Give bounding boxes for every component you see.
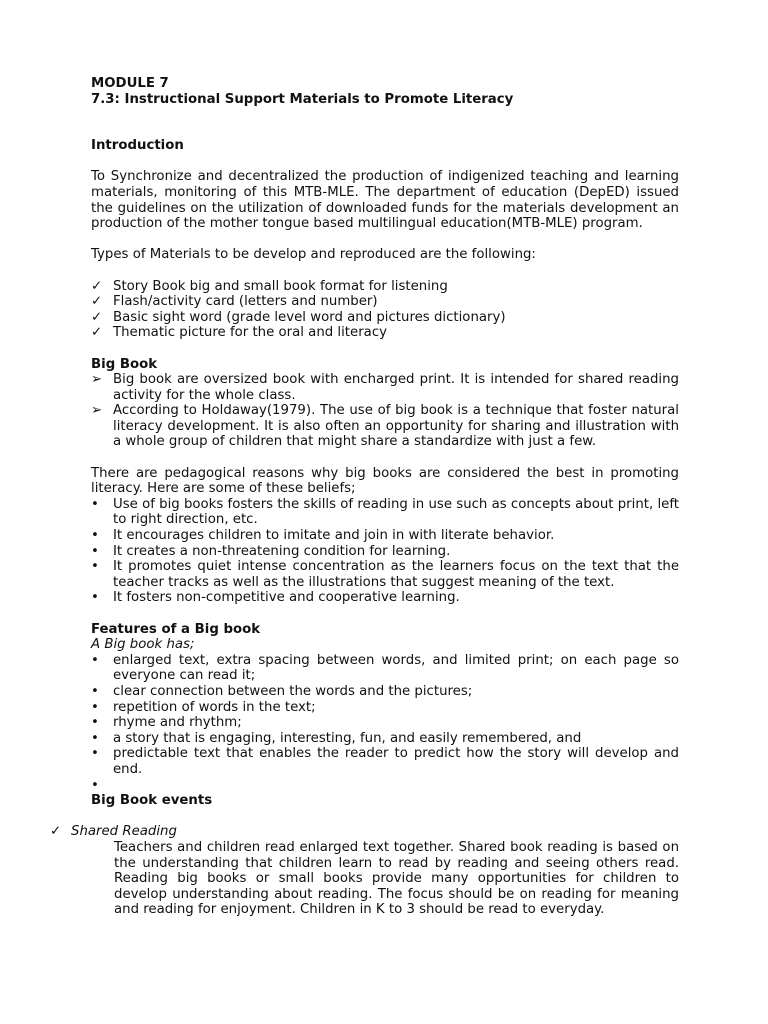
shared-reading-label: Shared Reading — [71, 824, 177, 840]
bullet-icon: • — [91, 543, 99, 559]
shared-reading-item — [50, 824, 679, 840]
list-item: ➢ According to Holdaway(1979). The use of big book is a technique that foster natural literacy development. It is also often an opportunity for sharing and illustration with a whole group of children that might share a standardize with just a few. — [91, 403, 679, 450]
big-book-points — [91, 372, 679, 450]
types-lead: Types of Materials to be develop and reproduced are the following: — [91, 247, 536, 263]
list-item: • clear connection between the words and the pictures; — [91, 683, 473, 699]
bullet-icon: • — [91, 699, 99, 715]
list-item: • a story that is engaging, interesting, fun, and easily remembered, and — [91, 730, 582, 746]
list-item: • Use of big books fosters the skills of reading in use such as concepts about print, left to right direction, etc. — [91, 496, 679, 528]
list-item: • It creates a non-threatening condition for learning. — [91, 543, 451, 559]
module-label: MODULE 7 — [91, 76, 169, 91]
big-book-heading: Big Book — [91, 356, 158, 372]
bullet-icon: • — [91, 746, 99, 762]
features-subheading: A Big book has; — [91, 637, 195, 653]
list-item: • It promotes quiet intense concentration as the learners focus on the text that the teacher tracks as well as the illustrations that suggest meaning of the text. — [91, 559, 679, 590]
list-item-empty — [91, 778, 679, 794]
document-page — [50, 76, 679, 918]
list-item: • rhyme and rhythm; — [91, 715, 242, 731]
bullet-icon: • — [91, 777, 99, 793]
bullet-icon: • — [91, 652, 99, 668]
checkmark-icon: ✓ — [91, 294, 103, 310]
bullet-icon: • — [91, 730, 99, 746]
list-item: ✓ Story Book big and small book format for listening — [91, 278, 448, 294]
arrow-bullet-icon: ➢ — [91, 403, 103, 419]
reasons-lead: There are pedagogical reasons why big books are considered the best in promoting literacy. Here are some of these beliefs; — [91, 465, 679, 497]
list-item: ✓ Flash/activity card (letters and number) — [91, 294, 378, 310]
introduction-heading: Introduction — [91, 138, 184, 154]
bullet-icon: • — [91, 590, 99, 606]
list-item: • It fosters non-competitive and cooperative learning. — [91, 590, 460, 606]
list-item: • repetition of words in the text; — [91, 699, 316, 715]
bullet-icon: • — [91, 683, 99, 699]
bullet-icon: • — [91, 528, 99, 544]
bullet-icon: • — [91, 715, 99, 731]
bullet-icon: • — [91, 559, 99, 575]
checkmark-icon: ✓ — [91, 309, 103, 325]
features-list — [91, 653, 679, 793]
list-item: ✓ Basic sight word (grade level word and pictures dictionary) — [91, 309, 506, 325]
list-item: ✓ Thematic picture for the oral and literacy — [91, 325, 387, 341]
reasons-list — [91, 497, 679, 606]
checkmark-icon: ✓ — [91, 278, 103, 294]
module-title: 7.3: Instructional Support Materials to Promote Literacy — [91, 91, 514, 107]
list-item: • predictable text that enables the reader to predict how the story will develop and end. — [91, 746, 679, 777]
events-heading: Big Book events — [91, 793, 213, 809]
introduction-paragraph: To Synchronize and decentralized the production of indigenized teaching and learning materials, monitoring of this MTB-MLE. The department of education (DepED) issued the guidelines on the utilization of downloaded funds for the materials development an production of the mother tongue based multilingual education(MTB-MLE) program. — [91, 169, 679, 232]
bullet-icon: • — [91, 496, 99, 512]
types-list — [91, 279, 679, 341]
list-item: ➢ Big book are oversized book with encharged print. It is intended for shared reading activity for the whole class. — [91, 372, 679, 403]
arrow-bullet-icon: ➢ — [91, 372, 103, 388]
checkmark-icon: ✓ — [50, 824, 62, 840]
list-item: • It encourages children to imitate and join in with literate behavior. — [91, 528, 555, 544]
list-item: • enlarged text, extra spacing between words, and limited print; on each page so everyone can read it; — [91, 652, 679, 684]
shared-reading-text: Teachers and children read enlarged text together. Shared book reading is based on the understanding that children learn to read by reading and seeing others read. Reading big books or small books provide many opportunities for children to develop understanding about reading. The focus should be on reading for meaning and reading for enjoyment. Children in K to 3 should be read to everyday. — [114, 839, 679, 918]
features-heading: Features of a Big book — [91, 621, 261, 637]
checkmark-icon: ✓ — [91, 325, 103, 341]
